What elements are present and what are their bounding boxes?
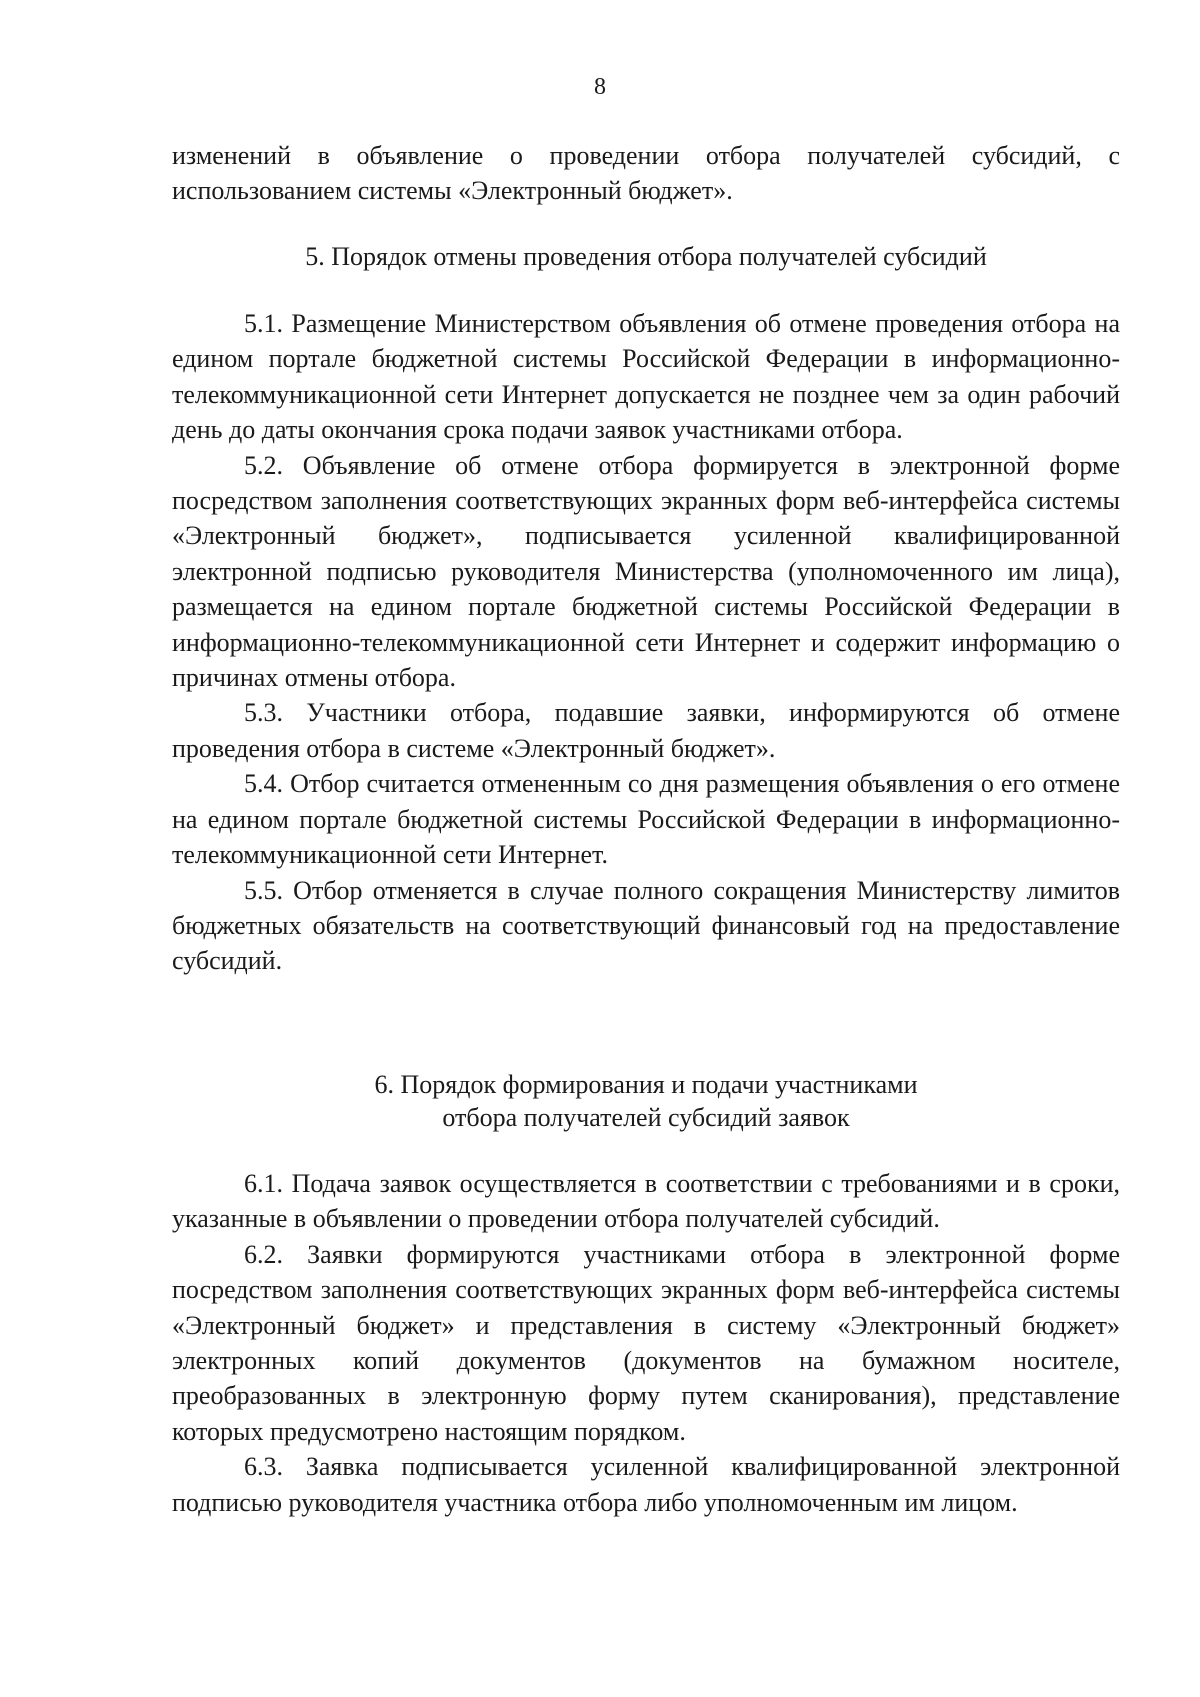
section-6-title-line-2: отбора получателей субсидий заявок [442,1103,850,1132]
continuation-block [172,138,1120,209]
paragraph-6-2: 6.2. Заявки формируются участниками отбора в электронной форме посредством заполнения соответствующих экранных форм веб-интерфейса системы «Электронный бюджет» и представления в систему «Электронный бюджет» электронных копий документов (документов на бумажном носителе, преобразованных в электронную форму путем сканирования), представление которых предусмотрено настоящим порядком. [172,1239,1120,1446]
continuation-paragraph: изменений в объявление о проведении отбора получателей субсидий, с использованием системы «Электронный бюджет». [172,141,1120,206]
paragraph-5-2: 5.2. Объявление об отмене отбора формируется в электронной форме посредством заполнения соответствующих экранных форм веб-интерфейса системы «Электронный бюджет», подписывается усиленной квалифицированной электронной подписью руководителя Министерства (уполномоченного им лица), размещается на едином портале бюджетной системы Российской Федерации в информационно-телекоммуникационной сети Интернет и содержит информацию о причинах отмены отбора. [172,450,1120,693]
paragraph-6-3: 6.3. Заявка подписывается усиленной квалифицированной электронной подписью руководителя участника отбора либо уполномоченным им лицом. [172,1452,1120,1517]
section-5-title: 5. Порядок отмены проведения отбора получателей субсидий [305,242,987,271]
paragraph-5-5: 5.5. Отбор отменяется в случае полного сокращения Министерству лимитов бюджетных обязательств на соответствующий финансовый год на предоставление субсидий. [172,875,1120,976]
section-6-body [172,1166,1120,1520]
paragraph-5-1: 5.1. Размещение Министерством объявления об отмене проведения отбора на едином портале бюджетной системы Российской Федерации в информационно-телекоммуникационной сети Интернет допускается не позднее чем за один рабочий день до даты окончания срока подачи заявок участниками отбора. [172,309,1120,445]
paragraph-5-3: 5.3. Участники отбора, подавшие заявки, информируются об отмене проведения отбора в системе «Электронный бюджет». [172,698,1120,763]
section-6-heading-block [172,1068,1120,1134]
paragraph-5-4: 5.4. Отбор считается отмененным со дня размещения объявления о его отмене на едином портале бюджетной системы Российской Федерации в информационно-телекоммуникационной сети Интернет. [172,769,1120,870]
paragraph-6-1: 6.1. Подача заявок осуществляется в соответствии с требованиями и в сроки, указанные в объявлении о проведении отбора получателей субсидий. [172,1169,1120,1234]
section-5-heading-block [172,240,1120,273]
page-number: 8 [594,74,606,100]
section-6-title-line-1: 6. Порядок формирования и подачи участниками [374,1070,918,1099]
section-5-body [172,306,1120,979]
